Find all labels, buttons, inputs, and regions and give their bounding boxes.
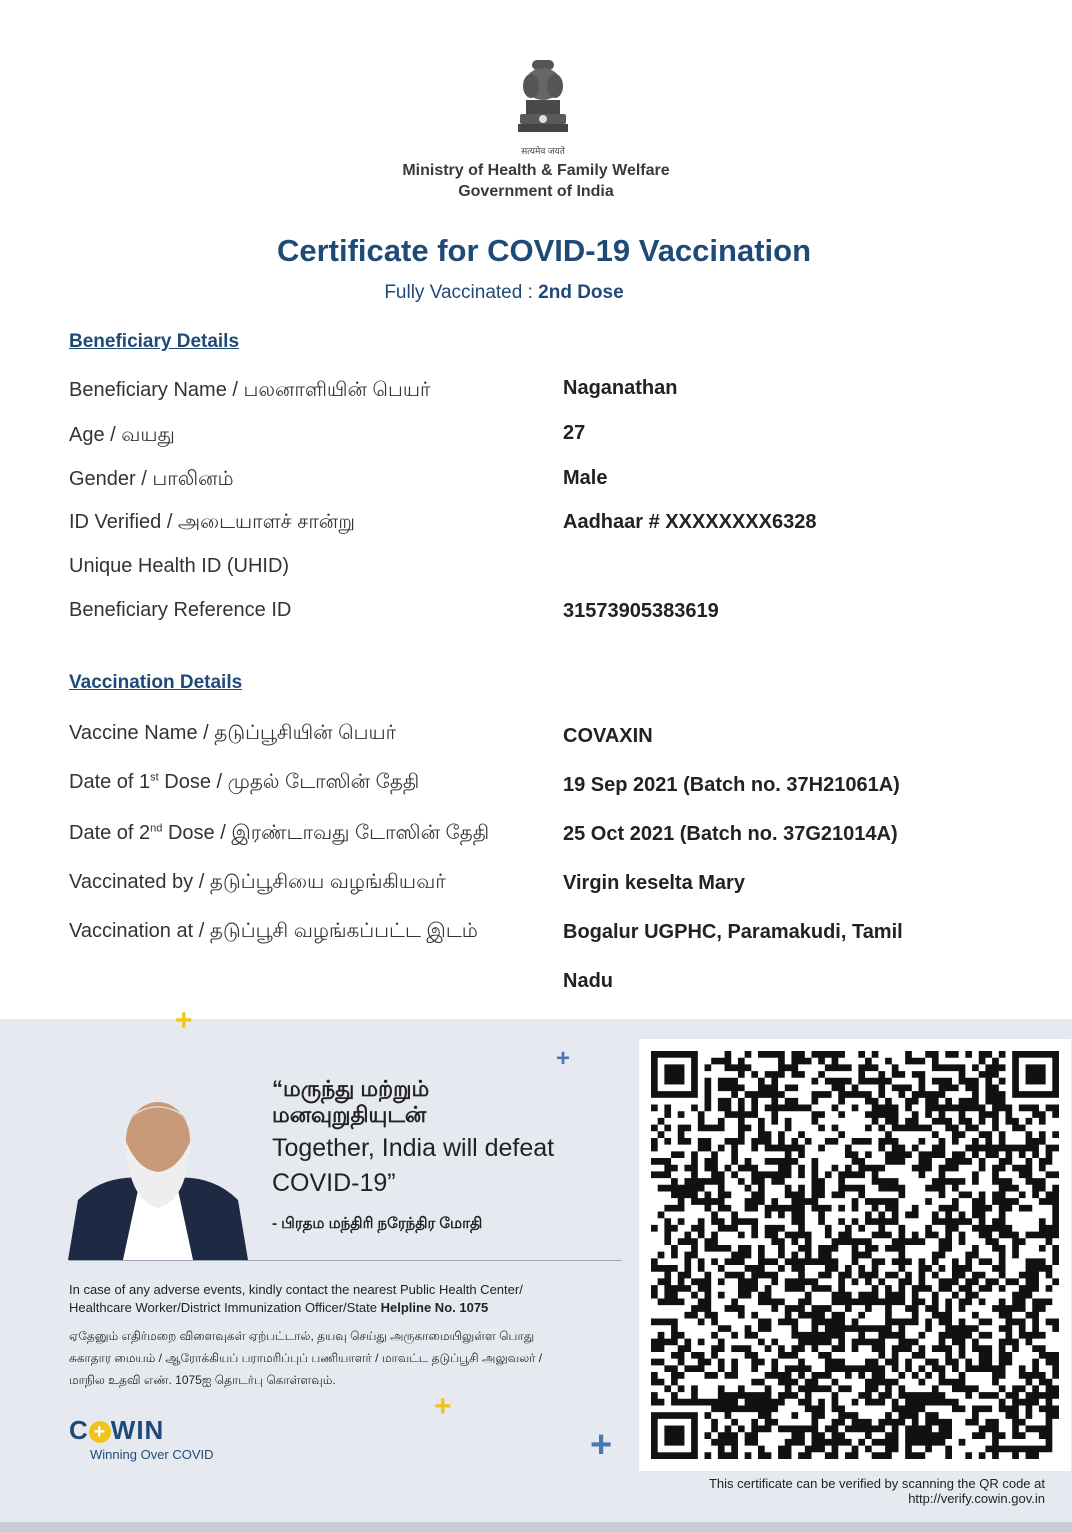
government-name: Government of India bbox=[458, 183, 614, 200]
vaccine-name-label: Vaccine Name / தடுப்பூசியின் பெயர் bbox=[69, 722, 397, 744]
dose1-label-text: Date of 1 bbox=[69, 771, 151, 793]
cowin-tagline: Winning Over COVID bbox=[90, 1447, 214, 1462]
dose1-date-value: 19 Sep 2021 (Batch no. 37H21061A) bbox=[563, 774, 900, 796]
qr-finder-pattern bbox=[664, 1064, 684, 1084]
footer-bar bbox=[0, 1522, 1072, 1532]
helpline-line bbox=[69, 1299, 629, 1317]
uhid-label: Unique Health ID (UHID) bbox=[69, 555, 290, 577]
plus-decoration-icon: + bbox=[434, 1390, 452, 1423]
beneficiary-name-label: Beneficiary Name / பலனாளியின் பெயர் bbox=[69, 379, 431, 401]
quote-tamil-line: “மருந்து மற்றும் bbox=[272, 1076, 430, 1101]
plus-decoration-icon: + bbox=[556, 1045, 571, 1072]
quote-attribution: - பிரதம மந்திரி நரேந்திர மோதி bbox=[272, 1215, 483, 1232]
helpline-info bbox=[69, 1281, 629, 1317]
helpline-tamil-line: மாநில உதவி எண். 1075ஐ தொடர்பு கொள்ளவும். bbox=[69, 1373, 336, 1387]
verification-note bbox=[709, 1476, 1045, 1506]
helpline-tamil-line: ஏதேனும் எதிர்மறை விளைவுகள் ஏற்பட்டால், தயவு செய்து அருகாமையிலுள்ள பொது bbox=[69, 1329, 535, 1343]
qr-modules bbox=[651, 1051, 1059, 1459]
helpline-text: Healthcare Worker/District Immunization Officer/State bbox=[69, 1300, 381, 1315]
reference-id-label: Beneficiary Reference ID bbox=[69, 599, 292, 621]
cowin-plus-icon: + bbox=[89, 1421, 111, 1443]
quote-tamil bbox=[272, 1076, 429, 1128]
verification-line: This certificate can be verified by scanning the QR code at bbox=[708, 1476, 1045, 1491]
dose1-ordinal: st bbox=[150, 771, 159, 784]
vaccination-place-value: Bogalur UGPHC, Paramakudi, Tamil bbox=[563, 921, 903, 943]
vaccinated-by-label: Vaccinated by / தடுப்பூசியை வழங்கியவர் bbox=[69, 871, 446, 893]
vaccinated-by-value: Virgin keselta Mary bbox=[563, 872, 745, 894]
cowin-logo-win: WIN bbox=[110, 1415, 165, 1445]
helpline-info-tamil bbox=[69, 1325, 629, 1391]
id-verified-label: ID Verified / அடையாளச் சான்று bbox=[69, 511, 355, 533]
dose2-date-value: 25 Oct 2021 (Batch no. 37G21014A) bbox=[563, 823, 898, 845]
helpline-number: Helpline No. 1075 bbox=[380, 1300, 489, 1315]
age-value: 27 bbox=[563, 422, 586, 444]
divider bbox=[69, 1260, 622, 1261]
reference-id-value: 31573905383619 bbox=[563, 600, 719, 622]
age-label: Age / வயது bbox=[69, 424, 175, 446]
certificate-title: Certificate for COVID-19 Vaccination bbox=[276, 233, 812, 268]
status-prefix: Fully Vaccinated : bbox=[384, 282, 539, 303]
helpline-tamil-line: சுகாதார மையம் / ஆரோக்கியப் பராமரிப்புப் பணியாளர் / மாவட்ட தடுப்பூசி அலுவலர் / bbox=[69, 1351, 543, 1365]
plus-decoration-icon: + bbox=[590, 1424, 613, 1466]
gender-label: Gender / பாலினம் bbox=[69, 468, 234, 490]
dose2-label-text: Date of 2 bbox=[69, 822, 151, 844]
vaccine-name-value: COVAXIN bbox=[563, 725, 653, 747]
qr-code-panel bbox=[639, 1039, 1071, 1471]
dose2-label-rest: Dose / இரண்டாவது டோஸின் தேதி bbox=[162, 822, 490, 844]
plus-decoration-icon: + bbox=[175, 1004, 193, 1037]
quote-english-line: COVID-19” bbox=[272, 1169, 396, 1197]
cowin-logo bbox=[69, 1415, 164, 1446]
dose1-date-label bbox=[69, 771, 419, 796]
emblem-motto: सत्यमेव जयते bbox=[521, 146, 565, 156]
national-emblem-icon bbox=[512, 56, 574, 156]
dose1-label-rest: Dose / முதல் டோஸின் தேதி bbox=[158, 771, 420, 793]
helpline-line: In case of any adverse events, kindly contact the nearest Public Health Center/ bbox=[69, 1282, 523, 1297]
prime-minister-portrait bbox=[68, 1090, 248, 1260]
vaccination-status bbox=[0, 282, 1008, 304]
ministry-name: Ministry of Health & Family Welfare bbox=[402, 162, 670, 179]
qr-code[interactable] bbox=[639, 1039, 1071, 1471]
beneficiary-heading: Beneficiary Details bbox=[69, 331, 240, 352]
vaccination-heading: Vaccination Details bbox=[69, 672, 243, 693]
gender-value: Male bbox=[563, 467, 608, 489]
quote-tamil-line: மனவுறுதியுடன் bbox=[272, 1102, 427, 1127]
qr-finder-pattern bbox=[664, 1426, 684, 1446]
vaccination-place-label: Vaccination at / தடுப்பூசி வழங்கப்பட்ட இடம் bbox=[69, 920, 478, 942]
beneficiary-name-value: Naganathan bbox=[563, 377, 678, 399]
vaccination-place-value-cont: Nadu bbox=[563, 970, 613, 992]
dose2-ordinal: nd bbox=[150, 822, 163, 835]
quote-english-line: Together, India will defeat bbox=[272, 1134, 555, 1162]
qr-finder-pattern bbox=[1026, 1064, 1046, 1084]
dose2-date-label bbox=[69, 822, 489, 847]
id-verified-value: Aadhaar # XXXXXXXX6328 bbox=[563, 511, 817, 533]
status-dose: 2nd Dose bbox=[538, 282, 624, 303]
verification-url[interactable]: http://verify.cowin.gov.in bbox=[908, 1491, 1045, 1506]
cowin-logo-c: C bbox=[69, 1415, 89, 1445]
quote-english bbox=[272, 1131, 554, 1201]
